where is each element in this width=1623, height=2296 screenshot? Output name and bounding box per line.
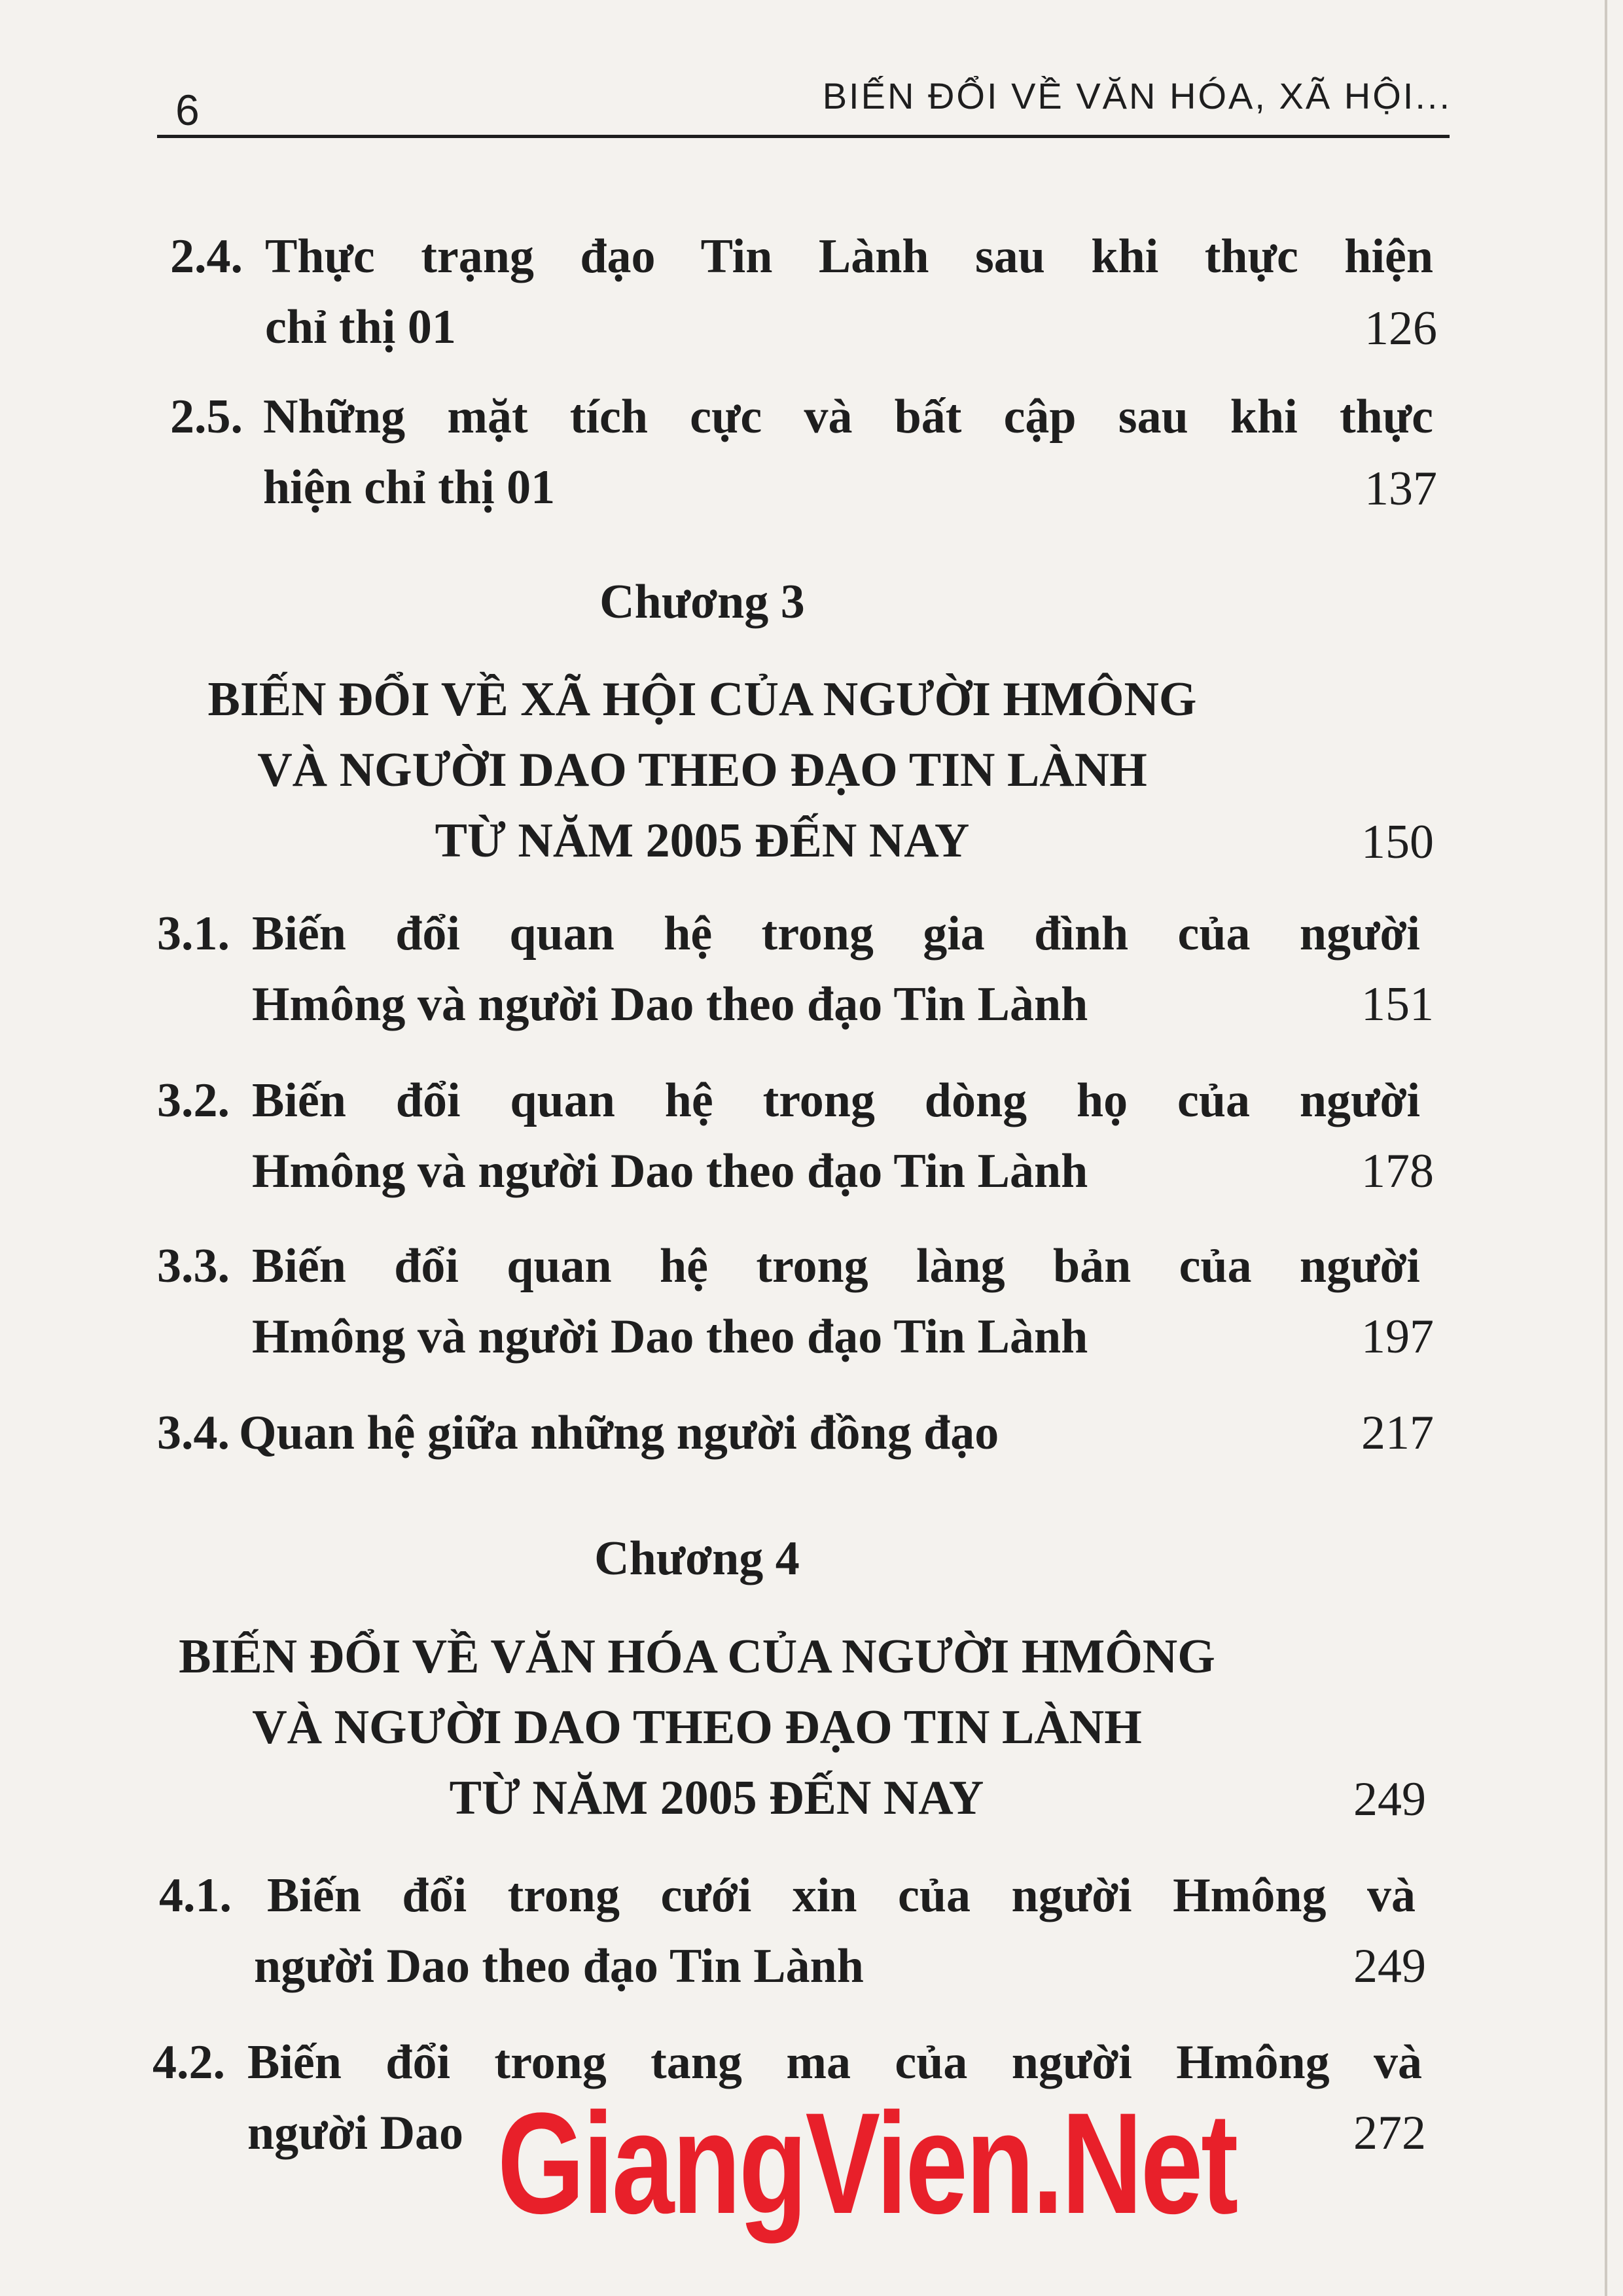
page-edge [1605, 0, 1607, 2296]
toc-entry-number: 3.2. [157, 1074, 230, 1127]
toc-entry-number: 2.5. [170, 390, 243, 444]
running-header [175, 65, 1452, 137]
toc-entry-3-2[interactable] [157, 1073, 1433, 1217]
watermark-text: GiangVien.Net [497, 2083, 1237, 2244]
toc-page-ref: 249 [1353, 1939, 1426, 1993]
toc-entry-number: 4.2. [152, 2036, 225, 2089]
toc-entry-title-line1: Quan hệ giữa những người đồng đạo [239, 1406, 999, 1460]
header-divider [157, 135, 1450, 138]
toc-page-ref: 137 [1364, 462, 1437, 516]
toc-entry-title-line1: Biến đổi quan hệ trong dòng họ của người [252, 1074, 1420, 1127]
chapter-4-label: Chương 4 [594, 1532, 800, 1585]
toc-entry-title-line2: Hmông và người Dao theo đạo Tin Lành [252, 978, 1088, 1031]
toc-page-ref: 151 [1361, 978, 1434, 1031]
toc-entry-2-5[interactable] [170, 389, 1446, 533]
chapter-4-title[interactable] [59, 1621, 1335, 1833]
toc-page-ref: 150 [1361, 815, 1434, 869]
toc-page-ref: 178 [1361, 1144, 1434, 1198]
toc-page-ref: 217 [1361, 1406, 1434, 1460]
chapter-title-line: BIẾN ĐỔI VỀ VĂN HÓA CỦA NGƯỜI HMÔNG [179, 1630, 1215, 1684]
page-number: 6 [175, 86, 200, 134]
toc-entry-title-line2: người Dao [247, 2106, 464, 2160]
chapter-3-title[interactable] [64, 664, 1340, 876]
toc-entry-2-4[interactable] [170, 229, 1446, 373]
chapter-title-line: TỪ NĂM 2005 ĐẾN NAY [449, 1771, 984, 1825]
running-title: BIẾN ĐỔI VỀ VĂN HÓA, XÃ HỘI... [822, 75, 1452, 116]
toc-entry-title-line1: Những mặt tích cực và bất cập sau khi thực [263, 390, 1433, 444]
chapter-title-line: TỪ NĂM 2005 ĐẾN NAY [435, 814, 970, 868]
chapter-3-label: Chương 3 [599, 575, 805, 629]
toc-page-ref: 197 [1361, 1310, 1434, 1364]
toc-page-ref: 126 [1364, 302, 1437, 355]
chapter-title-line: VÀ NGƯỜI DAO THEO ĐẠO TIN LÀNH [252, 1701, 1142, 1754]
toc-entry-3-1[interactable] [157, 906, 1433, 1050]
chapter-title-line: BIẾN ĐỔI VỀ XÃ HỘI CỦA NGƯỜI HMÔNG [207, 673, 1197, 726]
toc-entry-title-line1: Biến đổi trong cưới xin của người Hmông và [267, 1869, 1416, 1922]
toc-entry-number: 4.1. [159, 1869, 232, 1922]
toc-page-ref: 272 [1353, 2106, 1426, 2160]
toc-entry-number: 3.1. [157, 907, 230, 961]
toc-entry-title-line1: Biến đổi quan hệ trong làng bản của người [252, 1239, 1420, 1293]
toc-entry-title-line2: Hmông và người Dao theo đạo Tin Lành [252, 1144, 1088, 1198]
toc-entry-title-line2: chỉ thị 01 [265, 300, 456, 354]
toc-entry-3-4[interactable] [157, 1405, 1433, 1477]
chapter-title-line: VÀ NGƯỜI DAO THEO ĐẠO TIN LÀNH [257, 743, 1147, 797]
toc-entry-title-line2: Hmông và người Dao theo đạo Tin Lành [252, 1310, 1088, 1364]
toc-entry-title-line1: Biến đổi trong tang ma của người Hmông và [247, 2036, 1422, 2089]
toc-page-ref: 249 [1353, 1773, 1426, 1826]
toc-entry-title-line2: hiện chỉ thị 01 [263, 461, 556, 514]
toc-entry-title-line1: Thực trạng đạo Tin Lành sau khi thực hiện [265, 230, 1433, 283]
toc-entry-title-line1: Biến đổi quan hệ trong gia đình của người [252, 907, 1420, 961]
toc-entry-4-1[interactable] [159, 1868, 1435, 2012]
toc-entry-number: 3.4. [157, 1406, 230, 1460]
toc-entry-3-3[interactable] [157, 1239, 1433, 1383]
toc-entry-number: 3.3. [157, 1239, 230, 1293]
toc-entry-title-line2: người Dao theo đạo Tin Lành [254, 1939, 864, 1993]
toc-entry-number: 2.4. [170, 230, 243, 283]
